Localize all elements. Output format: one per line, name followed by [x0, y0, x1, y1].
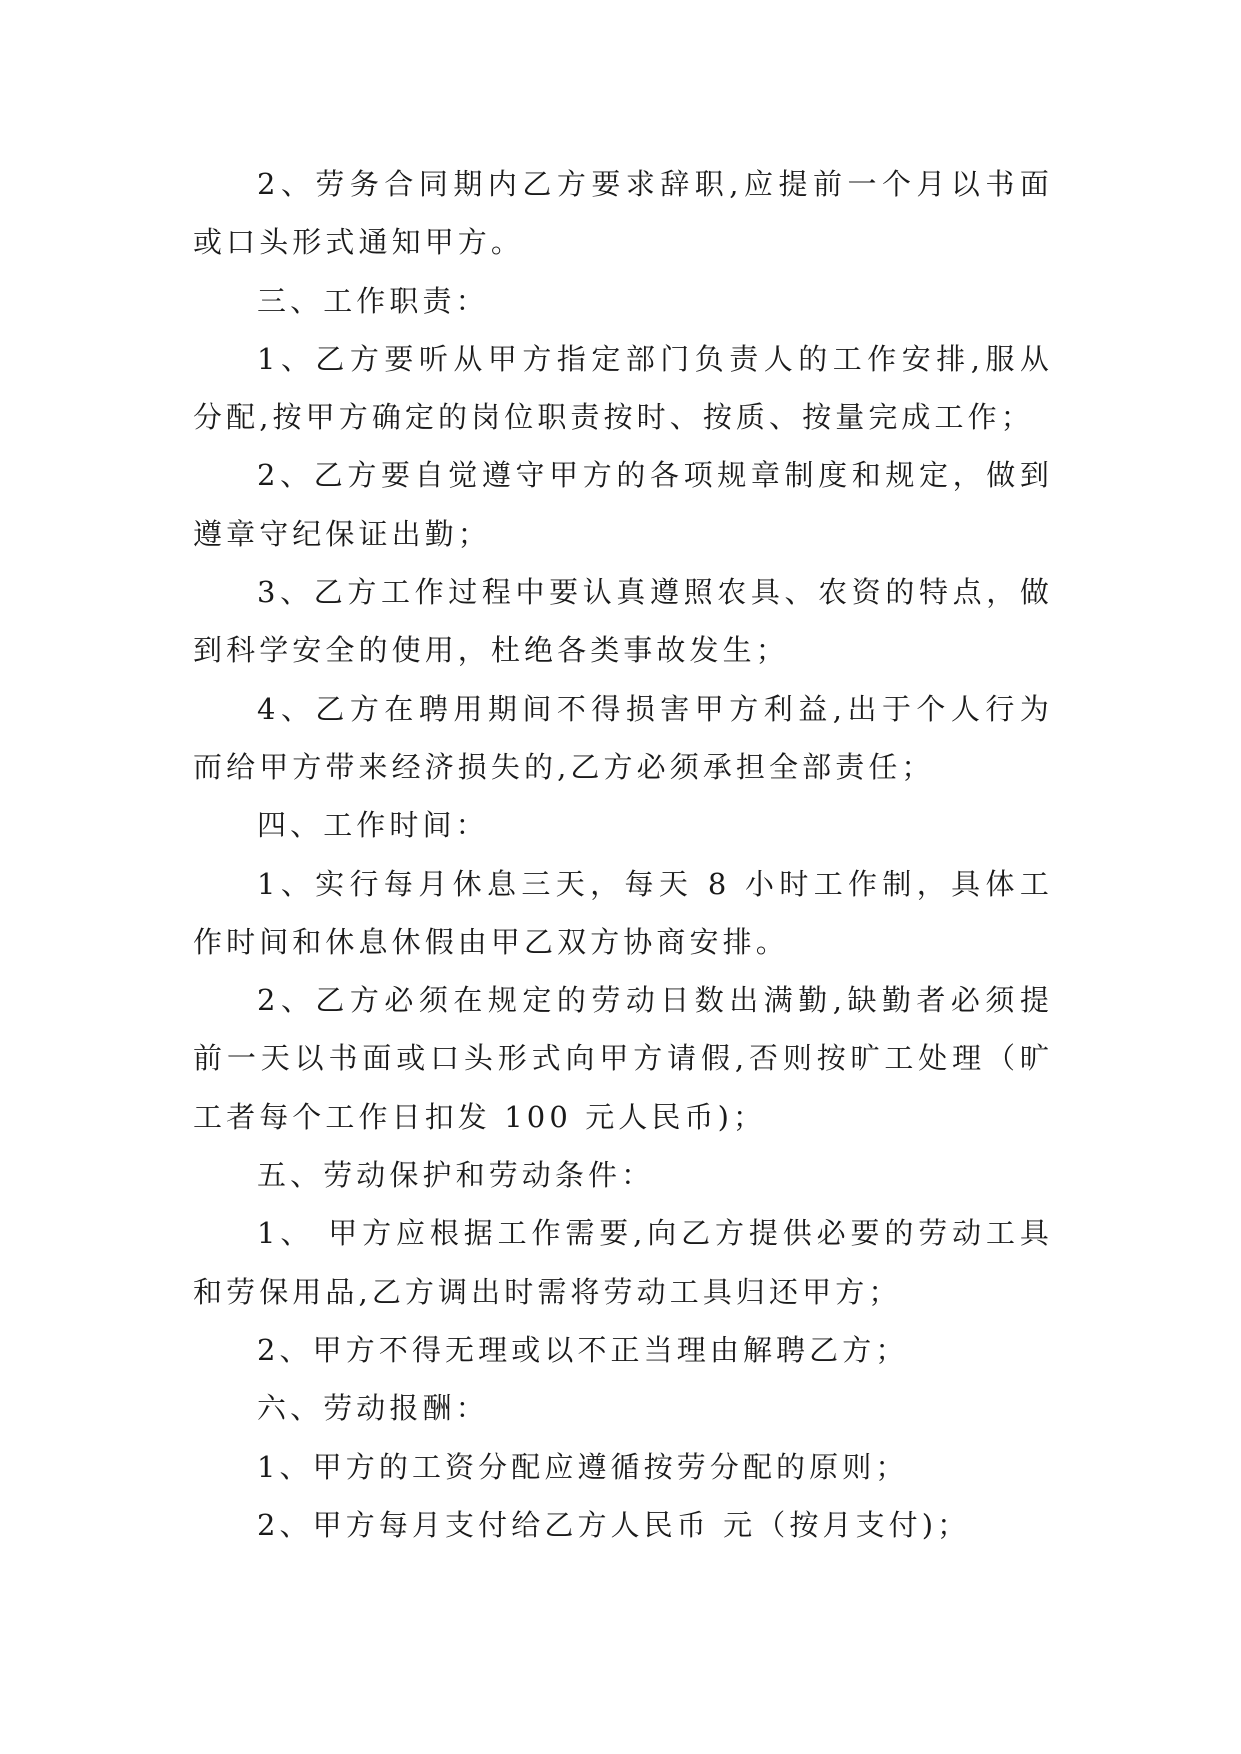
heading-labor-protection: 五、劳动保护和劳动条件： [257, 1158, 655, 1193]
paragraph-resignation-notice: 2、劳务合同期内乙方要求辞职,应提前一个月以书面或口头形式通知甲方。 [193, 167, 1053, 260]
paragraph-hours-1: 1、实行每月休息三天，每天 8 小时工作制，具体工作时间和休息休假由甲乙双方协商安排。 [193, 866, 1053, 959]
document-body [193, 155, 1053, 1554]
paragraph-duty-3: 3、乙方工作过程中要认真遵照农具、农资的特点，做到科学安全的使用，杜绝各类事故发生； [193, 575, 1053, 668]
paragraph-protection-1: 1、 甲方应根据工作需要,向乙方提供必要的劳动工具和劳保用品,乙方调出时需将劳动工具归还甲方； [193, 1216, 1053, 1309]
paragraph-protection-2: 2、甲方不得无理或以不正当理由解聘乙方； [257, 1332, 909, 1367]
heading-working-hours: 四、工作时间： [257, 808, 489, 843]
paragraph-duty-4: 4、乙方在聘用期间不得损害甲方利益,出于个人行为而给甲方带来经济损失的,乙方必须承担全部责任； [193, 691, 1053, 784]
paragraph-remuneration-1: 1、甲方的工资分配应遵循按劳分配的原则； [257, 1449, 909, 1484]
paragraph-remuneration-2: 2、甲方每月支付给乙方人民币 元（按月支付)； [257, 1507, 971, 1542]
paragraph-duty-2: 2、乙方要自觉遵守甲方的各项规章制度和规定，做到遵章守纪保证出勤； [193, 458, 1053, 551]
paragraph-hours-2: 2、乙方必须在规定的劳动日数出满勤,缺勤者必须提前一天以书面或口头形式向甲方请假,否则按旷工处理（旷工者每个工作日扣发 100 元人民币)； [193, 983, 1053, 1134]
heading-remuneration: 六、劳动报酬： [257, 1391, 489, 1426]
heading-job-duties: 三、工作职责： [257, 283, 489, 318]
paragraph-duty-1: 1、乙方要听从甲方指定部门负责人的工作安排,服从分配,按甲方确定的岗位职责按时、按质、按量完成工作； [193, 341, 1053, 435]
